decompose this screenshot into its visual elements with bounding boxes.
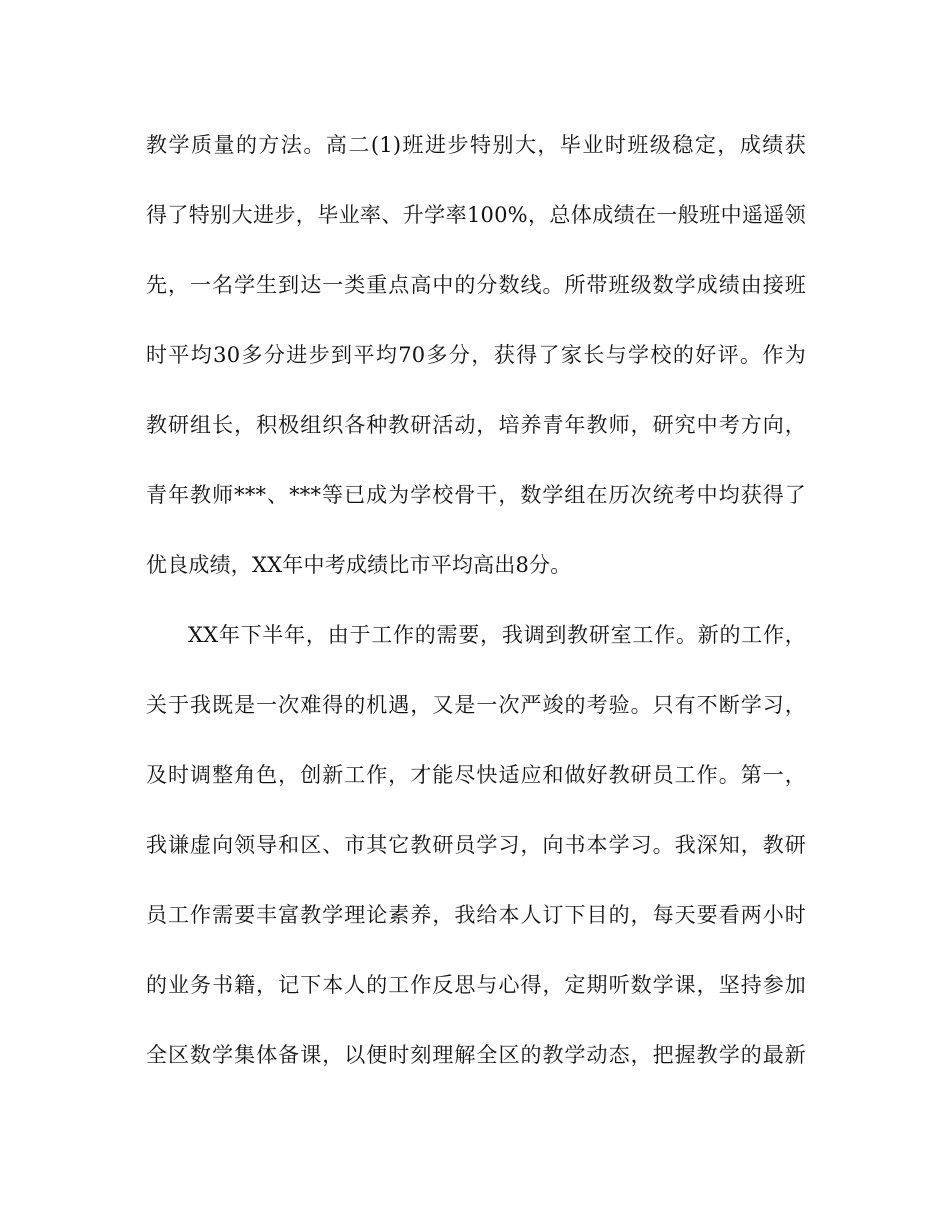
text-line: 先，一名学生到达一类重点高中的分数线。所带班级数学成绩由接班 [146, 273, 806, 297]
text-line: 我谦虚向领导和区、市其它教研员学习，向书本学习。我深知，教研 [146, 833, 806, 857]
text-line: 教研组长，积极组织各种教研活动，培养青年教师，研究中考方向， [146, 413, 806, 437]
text-line: 得了特别大进步，毕业率、升学率100%，总体成绩在一般班中遥遥领 [146, 203, 806, 227]
text-line: 全区数学集体备课，以便时刻理解全区的教学动态，把握教学的最新 [146, 1043, 806, 1067]
text-line: 关于我既是一次难得的机遇，又是一次严竣的考验。只有不断学习， [146, 693, 806, 717]
text-line: 员工作需要丰富教学理论素养，我给本人订下目的，每天要看两小时 [146, 903, 806, 927]
text-line: 的业务书籍，记下本人的工作反思与心得，定期听数学课，坚持参加 [146, 973, 806, 997]
paragraph-1 [146, 120, 806, 610]
document-body [146, 120, 806, 1100]
text-line: 时平均30多分进步到平均70多分，获得了家长与学校的好评。作为 [146, 343, 806, 367]
text-line: 青年教师***、***等已成为学校骨干，数学组在历次统考中均获得了 [146, 483, 806, 507]
text-line: 及时调整角色，创新工作，才能尽快适应和做好教研员工作。第一， [146, 763, 806, 787]
text-line: XX年下半年，由于工作的需要，我调到教研室工作。新的工作， [188, 623, 806, 647]
text-line: 优良成绩，XX年中考成绩比市平均高出8分。 [146, 553, 572, 577]
paragraph-2 [146, 610, 806, 1100]
text-line: 教学质量的方法。高二(1)班进步特别大，毕业时班级稳定，成绩获 [146, 133, 806, 157]
